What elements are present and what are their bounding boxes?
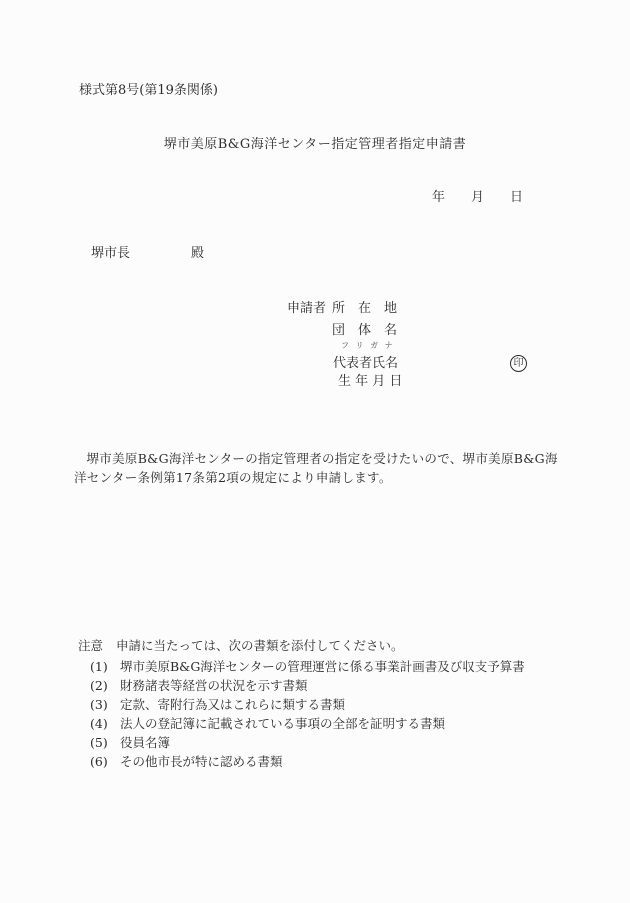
addressee-name: 堺市長 bbox=[91, 246, 131, 261]
list-item-number: (6) bbox=[90, 754, 108, 769]
page-title: 堺市美原B&G海洋センター指定管理者指定申請書 bbox=[163, 137, 467, 152]
list-item-text: 堺市美原B&G海洋センターの管理運営に係る事業計画書及び収支予算書 bbox=[120, 659, 525, 674]
list-item bbox=[90, 657, 525, 676]
date-line: 年 月 日 bbox=[431, 190, 523, 205]
list-item bbox=[90, 752, 525, 771]
list-item-number: (4) bbox=[90, 716, 108, 731]
list-item-number: (1) bbox=[90, 659, 108, 674]
list-item-number: (3) bbox=[90, 697, 108, 712]
list-item bbox=[90, 676, 525, 695]
list-item bbox=[90, 714, 525, 733]
list-item-text: 定款、寄附行為又はこれらに類する書類 bbox=[120, 697, 346, 712]
list-item-text: 財務諸表等経営の状況を示す書類 bbox=[120, 678, 308, 693]
notes-section bbox=[78, 636, 525, 771]
applicant-label: 申請者 bbox=[287, 301, 327, 316]
list-item-text: 法人の登記簿に記載されている事項の全部を証明する書類 bbox=[120, 716, 446, 731]
list-item-text: その他市長が特に認める書類 bbox=[120, 754, 283, 769]
list-item-number: (2) bbox=[90, 678, 108, 693]
list-item-number: (5) bbox=[90, 735, 108, 750]
form-number: 様式第8号(第19条関係) bbox=[79, 83, 218, 98]
notes-instruction: 申請に当たっては、次の書類を添付してください。 bbox=[116, 638, 404, 653]
applicant-representative-label: 代表者氏名 bbox=[333, 356, 399, 371]
applicant-address-label: 所 在 地 bbox=[332, 301, 398, 316]
applicant-org-name-label: 団 体 名 bbox=[332, 323, 398, 338]
addressee-honorific: 殿 bbox=[191, 246, 205, 261]
applicant-birthdate-label: 生 年 月 日 bbox=[338, 374, 403, 389]
applicant-furigana-label: フ リ ガ ナ bbox=[341, 341, 395, 350]
application-statement: 堺市美原B&G海洋センターの指定管理者の指定を受けたいので、堺市美原B&G海洋センター条例第17条第2項の規定により申請します。 bbox=[74, 451, 558, 485]
addressee-line bbox=[91, 245, 204, 264]
seal-mark-icon: 印 bbox=[510, 355, 527, 372]
list-item bbox=[90, 695, 525, 714]
list-item-text: 役員名簿 bbox=[120, 735, 171, 750]
list-item bbox=[90, 733, 525, 752]
notes-heading-row bbox=[78, 636, 525, 655]
notes-heading: 注意 bbox=[78, 638, 104, 653]
